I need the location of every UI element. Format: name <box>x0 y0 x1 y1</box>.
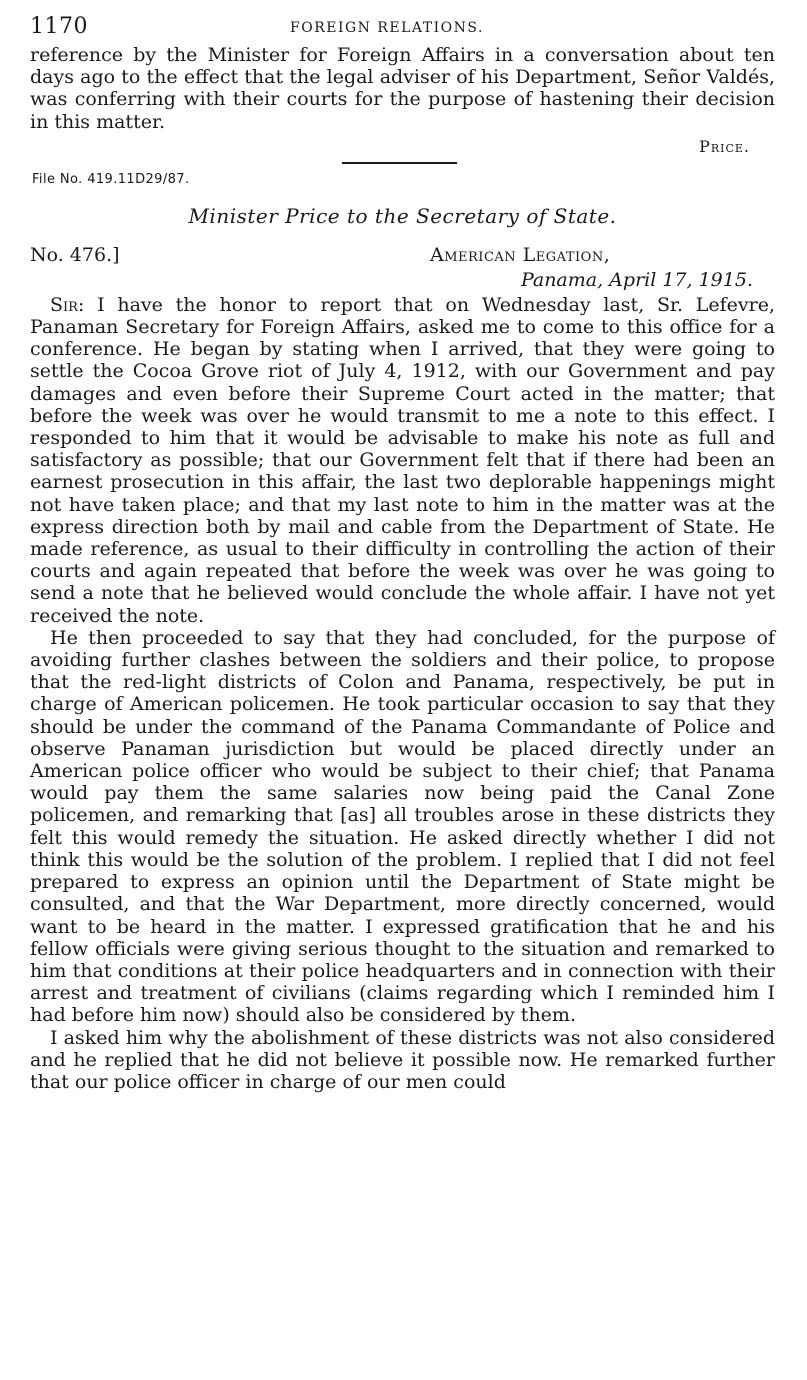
running-title: FOREIGN RELATIONS. <box>290 20 484 36</box>
letter-paragraph: He then proceeded to say that they had concluded, for the purpose of avoiding further clashes between the soldiers and their police, to propose that the red-light districts of Colon and Panama, respectively, be put in charge of American policemen. He took particular occasion to say that they should be under the command of the Panama Commandante of Police and observe Panaman jurisdiction but would be placed directly under an American police officer who would be subject to their chief; that Panama would pay them the same salaries now being paid the Canal Zone policemen, and remarking that [as] all troubles arose in these districts they felt this would remedy the situation. He asked directly whether I did not think this would be the solution of the problem. I replied that I did not feel prepared to express an opinion until the Department of State might be consulted, and that the War Department, more directly concerned, would want to be heard in the matter. I expressed gratification that he and his fellow officials were giving serious thought to the situation and remarked to him that conditions at their police headquarters and in connection with their arrest and treatment of civilians (claims regarding which I reminded him I had before him now) should also be considered by them. <box>30 626 775 1027</box>
signature: Price. <box>699 136 750 156</box>
dateline <box>30 244 775 294</box>
file-number: File No. 419.11D29/87. <box>32 171 190 187</box>
file-line <box>30 160 775 200</box>
document-number: No. 476.] <box>30 243 120 266</box>
page-number: 1170 <box>30 14 88 39</box>
document-heading: Minister Price to the Secretary of State. <box>188 203 617 228</box>
document-page <box>30 14 775 1093</box>
place-date: Panama, April 17, 1915. <box>520 268 753 291</box>
legation-name: American Legation, <box>430 243 611 266</box>
paragraph-text: I have the honor to report that on Wednesday last, Sr. Lefevre, Panaman Secretary for Foreign Affairs, asked me to come to this office for a conference. He began by stating when I arrived, that they were going to settle the Cocoa Grove riot of July 4, 1912, with our Government and pay damages and even before their Supreme Court acted in the matter; that before the week was over he would transmit to me a note to this effect. I responded to him that it would be advisable to make his note as full and satisfactory as possible; that our Government felt that if there had been an earnest prosecution in this affair, the last two deplorable happenings might not have taken place; and that my last note to him in the matter was at the express direction both by mail and cable from the Department of State. He made reference, as usual to their difficulty in controlling the action of their courts and again repeated that before the week was over he was going to send a note that he believed would conclude the whole affair. I have not yet received the note. <box>30 293 775 627</box>
salutation: Sir: <box>50 293 85 316</box>
running-head <box>30 14 775 44</box>
letter-paragraph: I asked him why the abolishment of these districts was not also considered and he replied that he did not believe it possible now. He remarked further that our police officer in charge of our men could <box>30 1026 775 1093</box>
letter-paragraph <box>30 294 775 627</box>
section-divider <box>342 162 457 164</box>
continued-paragraph: reference by the Minister for Foreign Affairs in a conversation about ten days ago to the effect that the legal adviser of his Department, Señor Valdés, was conferring with their courts for the purpose of hastening their decision in this matter. <box>30 44 775 133</box>
